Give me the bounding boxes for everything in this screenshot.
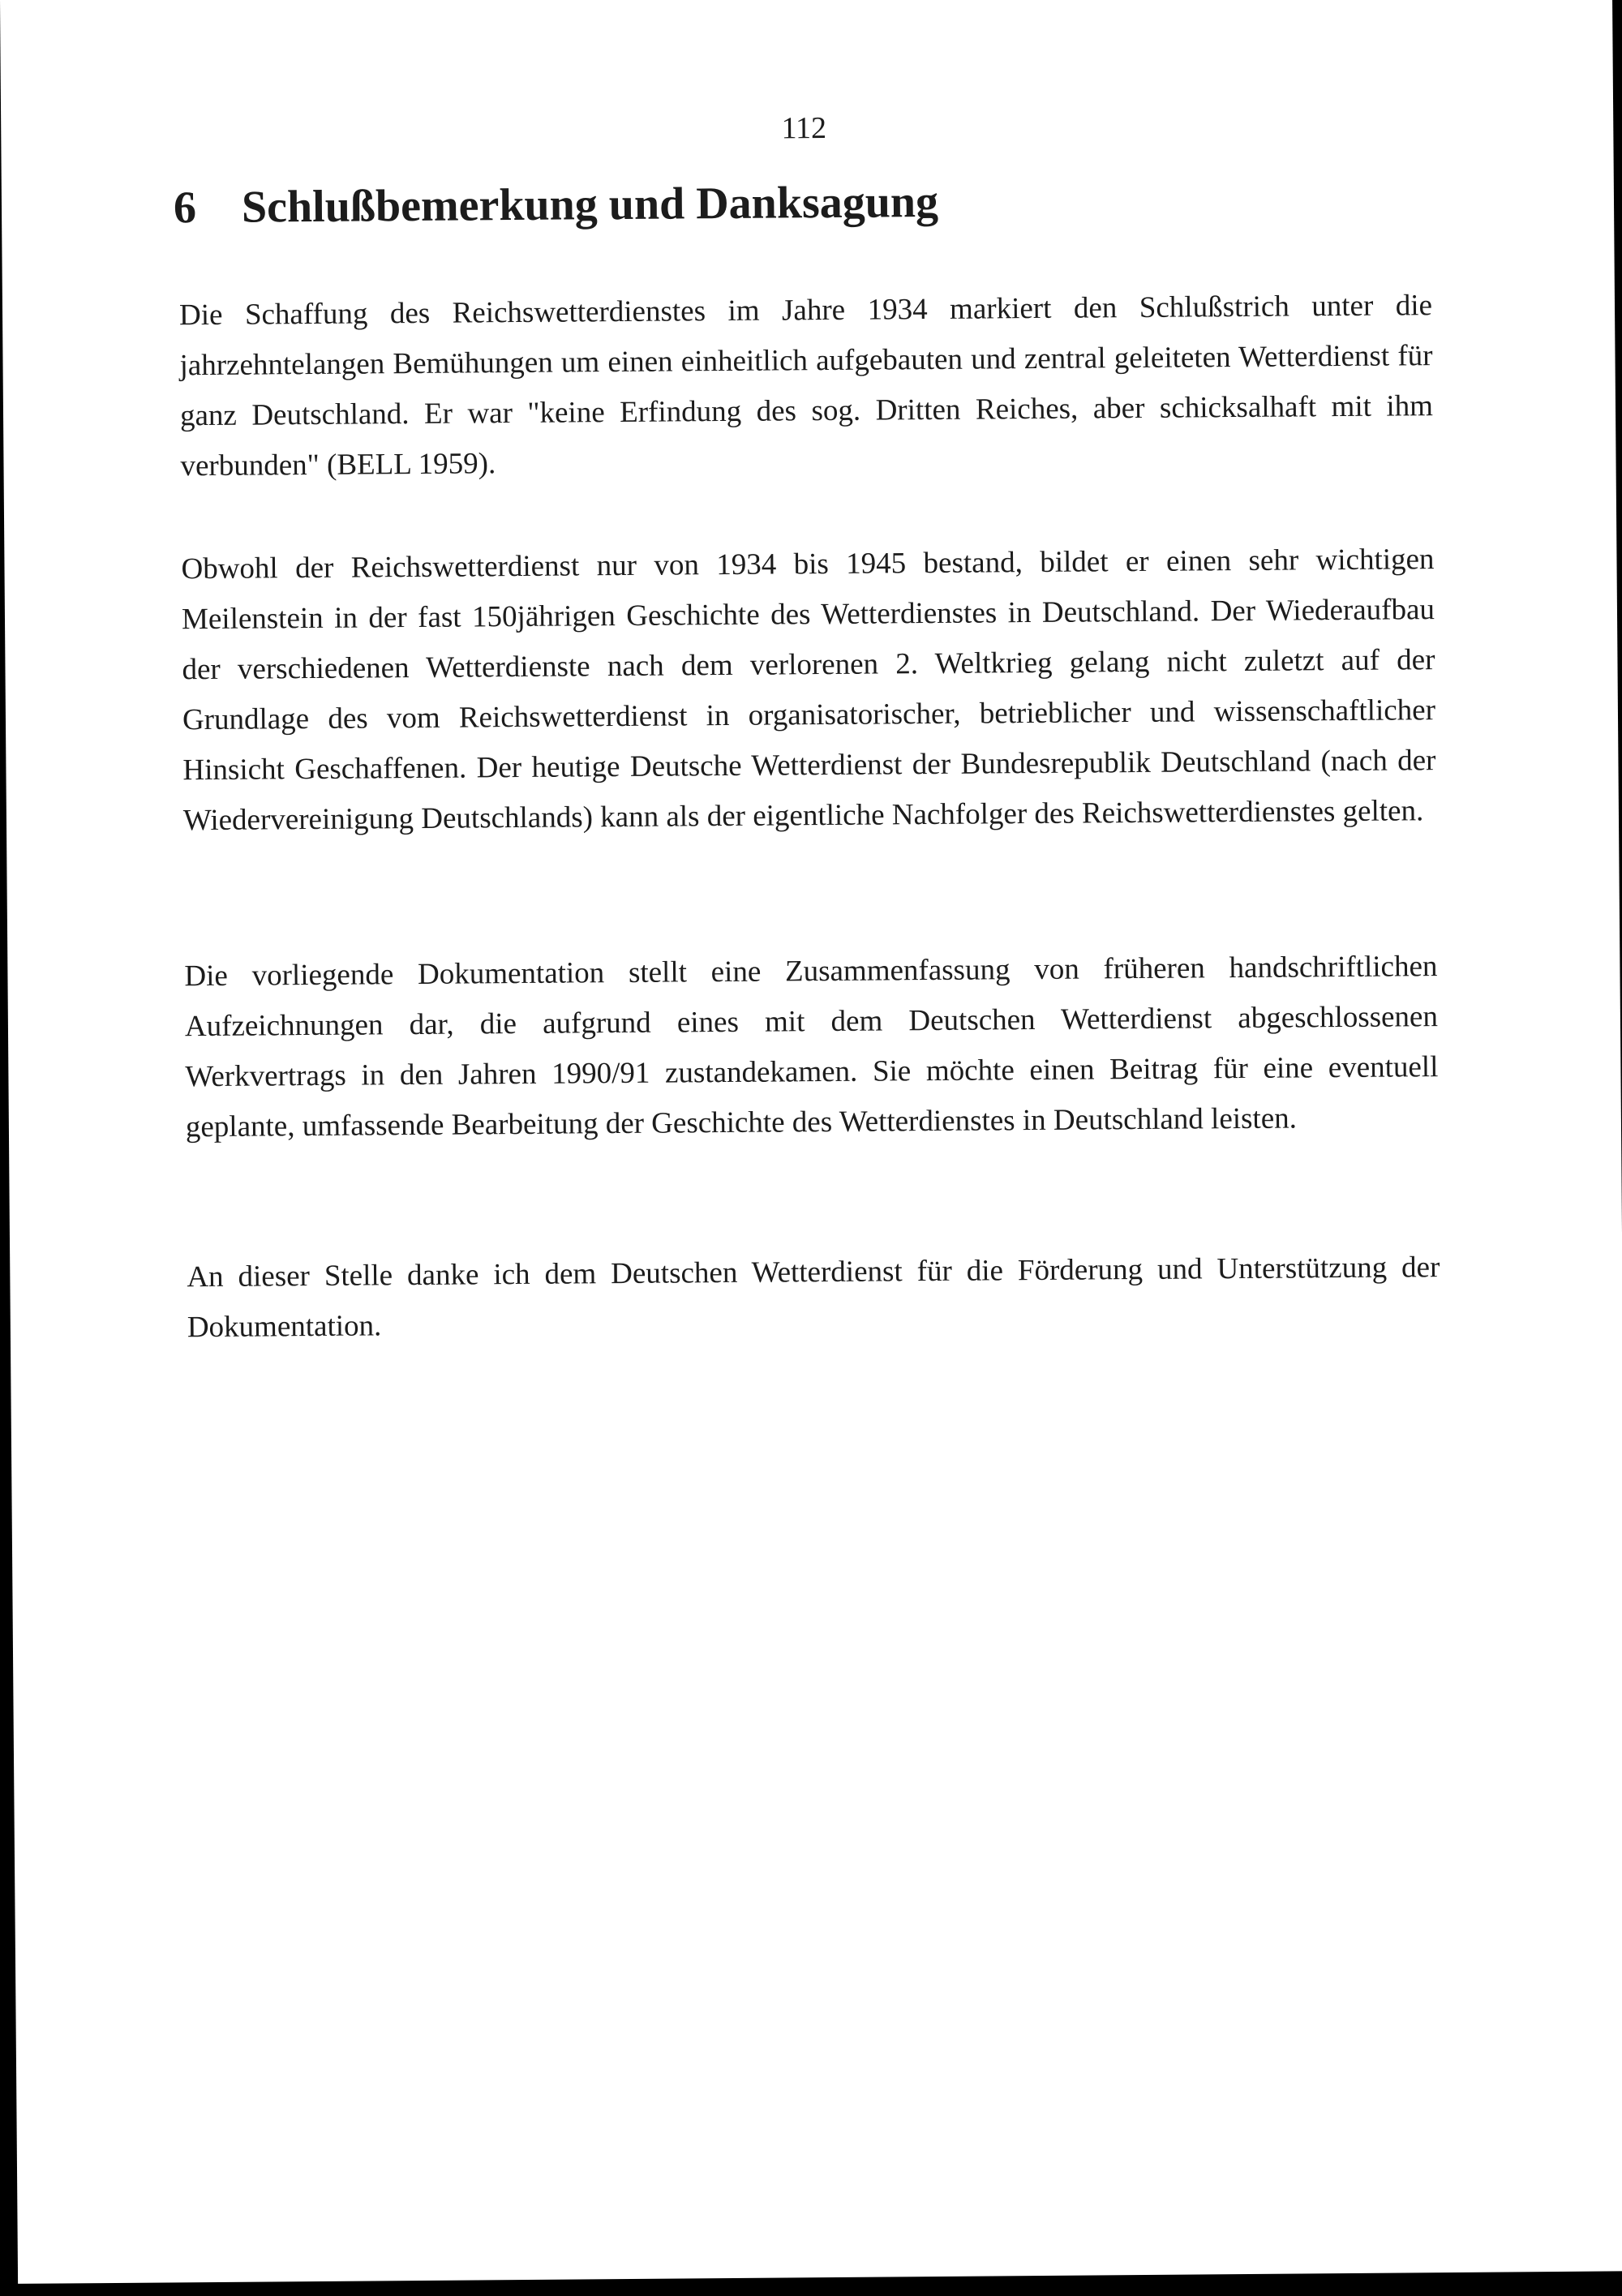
paragraph-documentation: Die vorliegende Dokumentation stellt eine Zusammenfassung von früheren handschriftlichen Aufzeichnungen dar, die aufgrund eines mit dem Deutschen Wetterdienst abgeschlossenen Werkvertrags in den Jahren 1990/91 zustandekamen. Sie möchte einen Beitrag für eine eventuell geplante, umfassende Bearbeitung der Geschichte des Wetterdienstes in Deutschland leisten. [184, 950, 1439, 1144]
paragraph-milestone: Obwohl der Reichswetterdienst nur von 1934 bis 1945 bestand, bildet er einen sehr wichtigen Meilenstein in der fast 150jährigen Geschichte des Wetterdienstes in Deutschland. Der Wiederaufbau der verschiedenen Wetterdienste nach dem verlorenen 2. Weltkrieg gelang nicht zuletzt auf der Grundlage des vom Reichswetterdienst in organisatorischer, betrieblicher und wissenschaftlicher Hinsicht Geschaffenen. Der heutige Deutsche Wetterdienst der Bundesrepublik Deutschland (nach der Wiedervereinigung Deutschlands) kann als der eigentliche Nachfolger des Reichswetterdienstes gelten. [181, 543, 1436, 838]
page-number: 112 [781, 111, 827, 146]
paragraph-reichswetterdienst-founding: Die Schaffung des Reichswetterdienstes im Jahre 1934 markiert den Schlußstrich unter die jahrzehntelangen Bemühungen um einen einheitlich aufgebauten und zentral geleiteten Wetterdienst für ganz Deutschland. Er war "keine Erfindung des sog. Dritten Reiches, aber schicksalhaft mit ihm verbunden" (BELL 1959). [178, 289, 1434, 483]
paragraph-acknowledgement: An dieser Stelle danke ich dem Deutschen Wetterdienst für die Förderung und Unterstützung der Dokumentation. [187, 1251, 1440, 1345]
section-title: Schlußbemerkung und Danksagung [241, 176, 939, 233]
section-heading [174, 174, 939, 235]
section-number: 6 [173, 182, 197, 234]
